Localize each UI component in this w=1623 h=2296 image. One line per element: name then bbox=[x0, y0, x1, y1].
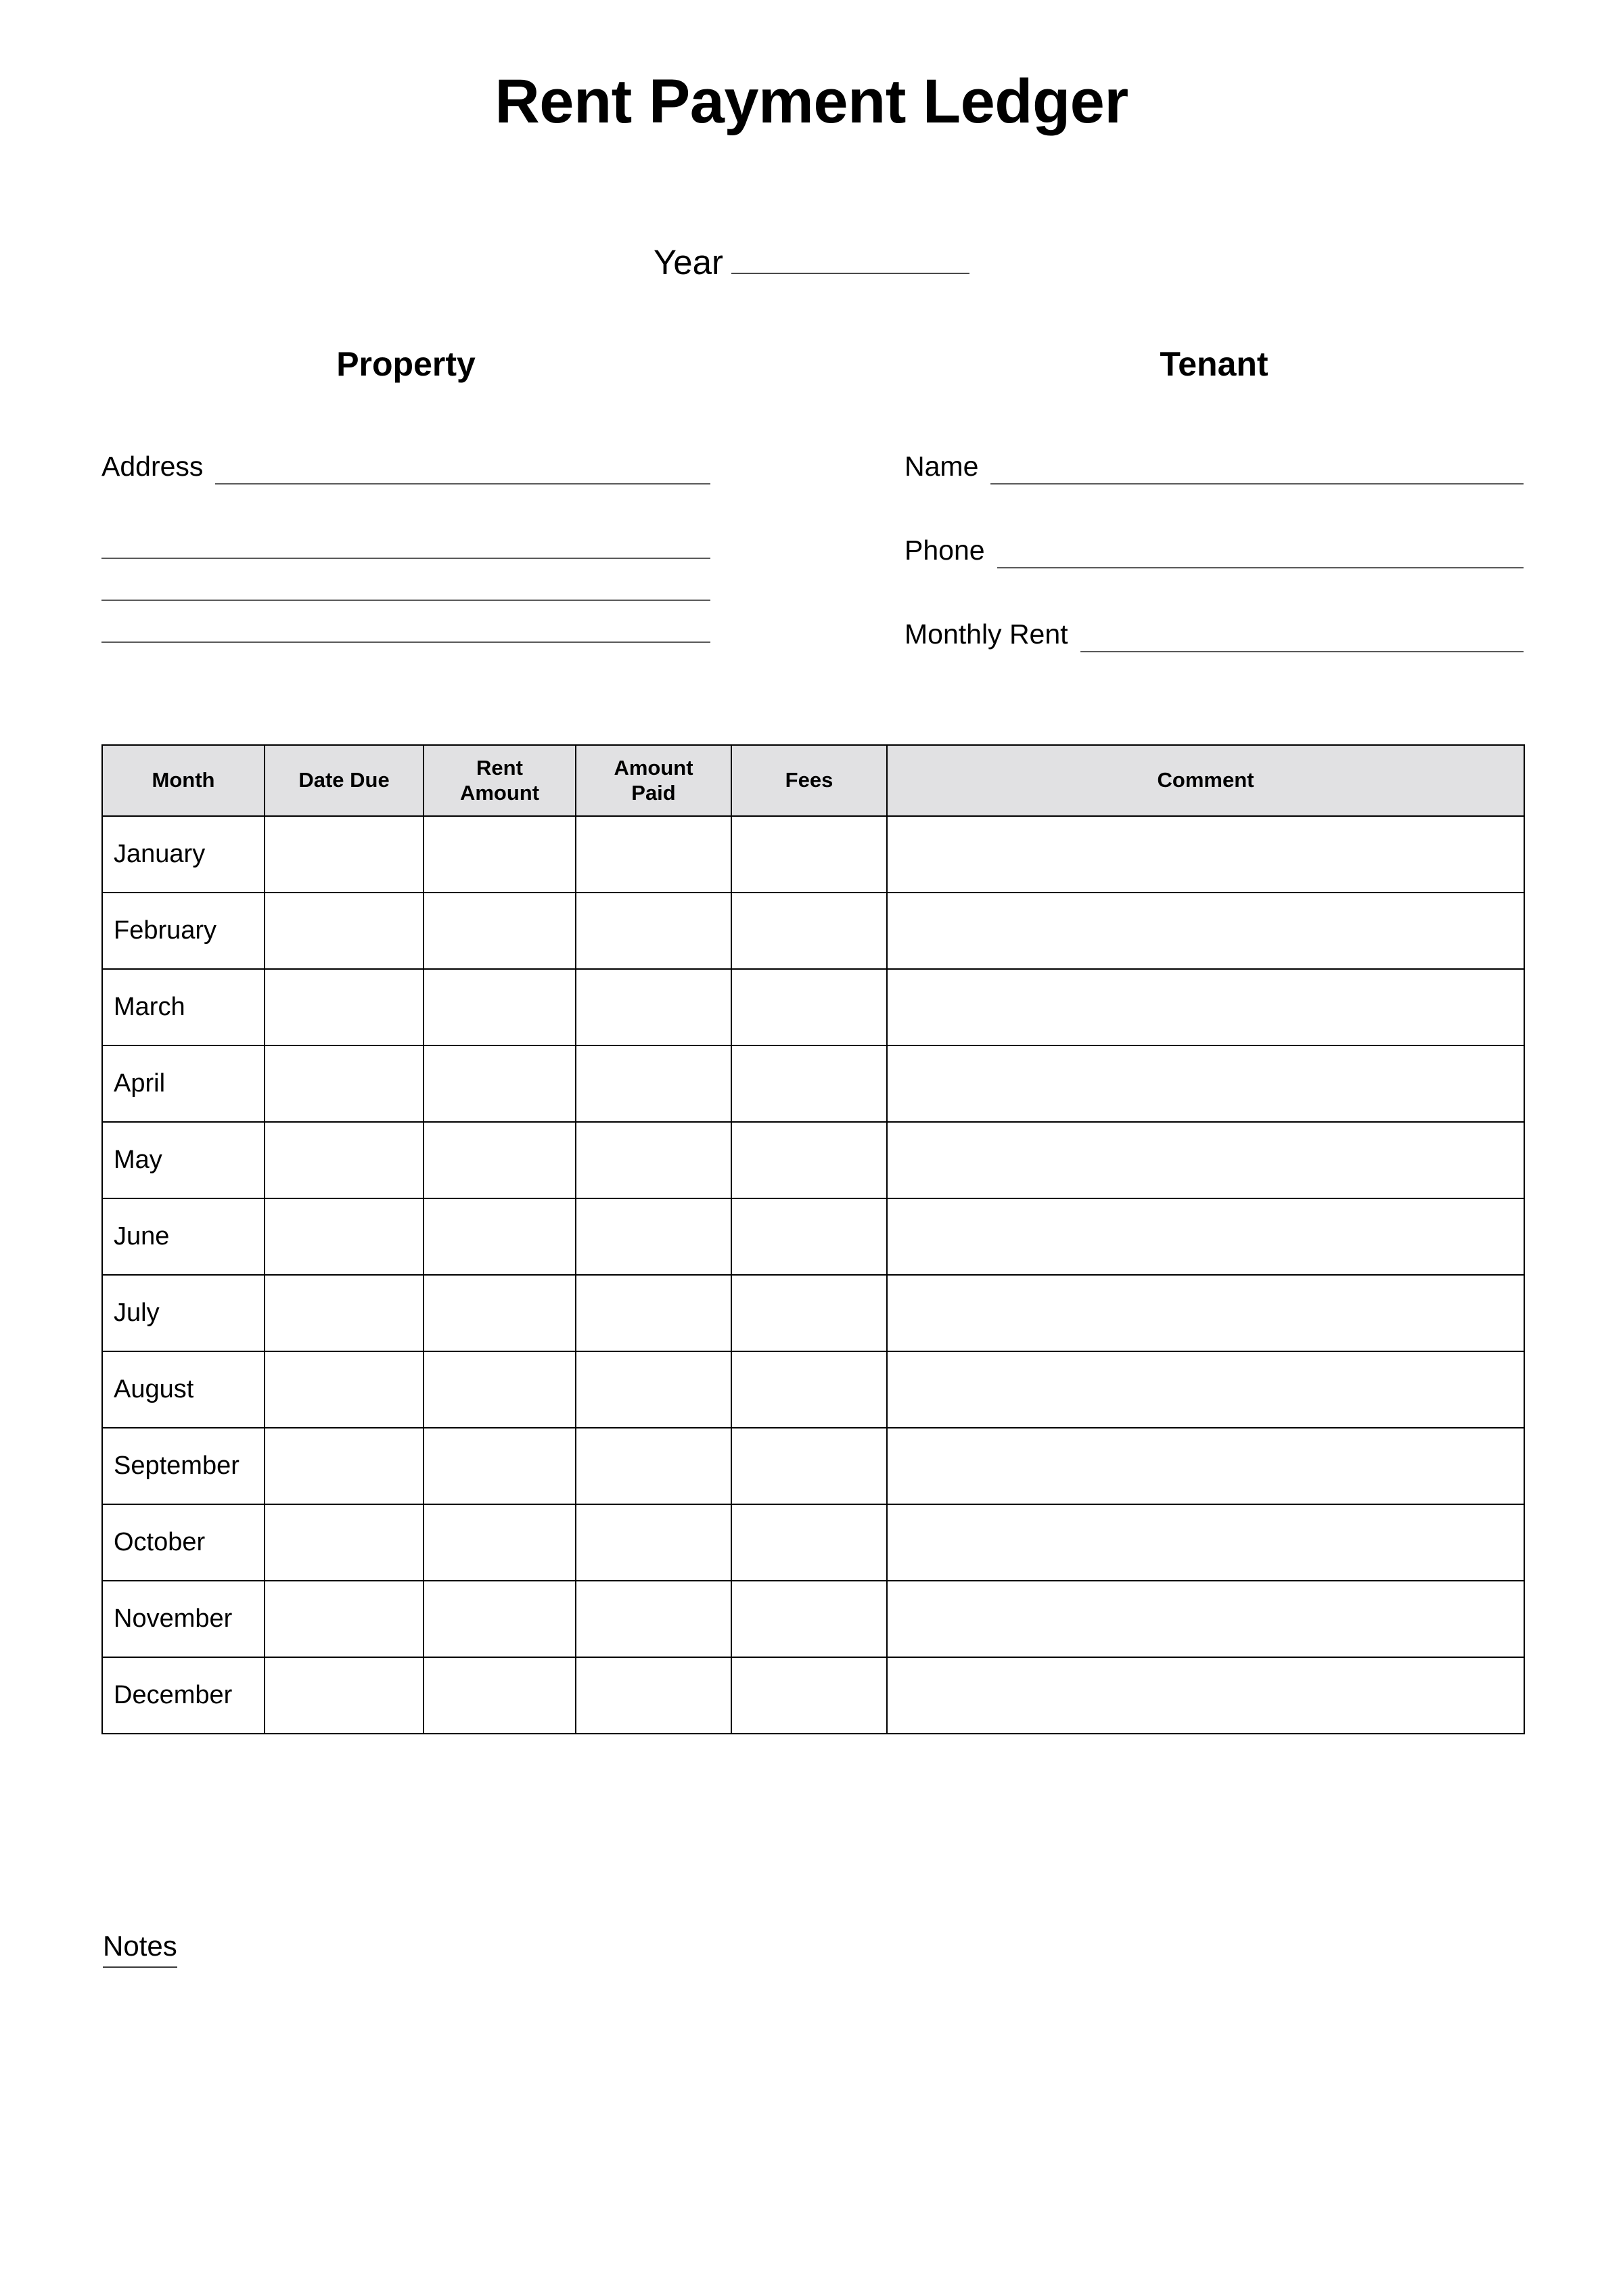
rent-amount-cell[interactable] bbox=[424, 969, 576, 1045]
comment-cell[interactable] bbox=[887, 1657, 1524, 1734]
date-due-cell[interactable] bbox=[265, 1198, 424, 1275]
column-header-rent-amount bbox=[424, 745, 576, 816]
comment-cell[interactable] bbox=[887, 1045, 1524, 1122]
fees-cell[interactable] bbox=[731, 1198, 887, 1275]
table-row bbox=[102, 1045, 1524, 1122]
date-due-cell[interactable] bbox=[265, 1122, 424, 1198]
fees-cell[interactable] bbox=[731, 893, 887, 969]
column-header-amount-paid bbox=[576, 745, 731, 816]
comment-cell[interactable] bbox=[887, 1581, 1524, 1657]
month-cell: January bbox=[102, 816, 265, 893]
column-header-rent-amount-line2: Amount bbox=[459, 780, 540, 805]
month-cell: April bbox=[102, 1045, 265, 1122]
comment-cell[interactable] bbox=[887, 893, 1524, 969]
fees-cell[interactable] bbox=[731, 1581, 887, 1657]
monthly-rent-label: Monthly Rent bbox=[905, 618, 1068, 650]
month-cell: October bbox=[102, 1504, 265, 1581]
date-due-cell[interactable] bbox=[265, 816, 424, 893]
column-header-comment: Comment bbox=[887, 745, 1524, 816]
phone-field-row bbox=[905, 517, 1524, 568]
amount-paid-cell[interactable] bbox=[576, 969, 731, 1045]
page-title: Rent Payment Ledger bbox=[495, 67, 1128, 136]
fees-cell[interactable] bbox=[731, 1657, 887, 1734]
comment-cell[interactable] bbox=[887, 1198, 1524, 1275]
address-input-line-3[interactable] bbox=[101, 570, 710, 601]
date-due-cell[interactable] bbox=[265, 1351, 424, 1428]
rent-amount-cell[interactable] bbox=[424, 1275, 576, 1351]
comment-cell[interactable] bbox=[887, 1351, 1524, 1428]
comment-cell[interactable] bbox=[887, 1275, 1524, 1351]
fees-cell[interactable] bbox=[731, 1351, 887, 1428]
fees-cell[interactable] bbox=[731, 1504, 887, 1581]
month-cell: June bbox=[102, 1198, 265, 1275]
month-cell: May bbox=[102, 1122, 265, 1198]
month-cell: December bbox=[102, 1657, 265, 1734]
date-due-cell[interactable] bbox=[265, 1045, 424, 1122]
amount-paid-cell[interactable] bbox=[576, 1045, 731, 1122]
amount-paid-cell[interactable] bbox=[576, 1351, 731, 1428]
rent-amount-cell[interactable] bbox=[424, 1045, 576, 1122]
rent-amount-cell[interactable] bbox=[424, 1198, 576, 1275]
tenant-fields bbox=[905, 433, 1524, 652]
rent-amount-cell[interactable] bbox=[424, 816, 576, 893]
table-row bbox=[102, 1504, 1524, 1581]
table-row bbox=[102, 1275, 1524, 1351]
address-input-line-2[interactable] bbox=[101, 528, 710, 559]
tenant-section-heading: Tenant bbox=[1160, 345, 1268, 383]
amount-paid-cell[interactable] bbox=[576, 1657, 731, 1734]
rent-amount-cell[interactable] bbox=[424, 1351, 576, 1428]
table-row bbox=[102, 1122, 1524, 1198]
rent-amount-cell[interactable] bbox=[424, 1657, 576, 1734]
month-cell: March bbox=[102, 969, 265, 1045]
column-header-month: Month bbox=[102, 745, 265, 816]
name-label: Name bbox=[905, 451, 979, 482]
amount-paid-cell[interactable] bbox=[576, 893, 731, 969]
address-field-row-4 bbox=[101, 601, 710, 643]
address-input-line-1[interactable] bbox=[215, 453, 710, 485]
rent-amount-cell[interactable] bbox=[424, 1581, 576, 1657]
amount-paid-cell[interactable] bbox=[576, 1275, 731, 1351]
column-header-fees: Fees bbox=[731, 745, 887, 816]
amount-paid-cell[interactable] bbox=[576, 1504, 731, 1581]
date-due-cell[interactable] bbox=[265, 1275, 424, 1351]
table-row bbox=[102, 816, 1524, 893]
year-label: Year bbox=[653, 243, 724, 282]
comment-cell[interactable] bbox=[887, 816, 1524, 893]
address-field-row bbox=[101, 433, 710, 485]
fees-cell[interactable] bbox=[731, 969, 887, 1045]
table-row bbox=[102, 893, 1524, 969]
rent-amount-cell[interactable] bbox=[424, 1504, 576, 1581]
name-input-line[interactable] bbox=[990, 453, 1524, 485]
amount-paid-cell[interactable] bbox=[576, 1581, 731, 1657]
year-input-line[interactable] bbox=[731, 240, 969, 274]
column-header-amount-paid-line1: Amount bbox=[614, 755, 693, 780]
table-row bbox=[102, 1581, 1524, 1657]
date-due-cell[interactable] bbox=[265, 969, 424, 1045]
year-field-row bbox=[0, 240, 1623, 282]
monthly-rent-field-row bbox=[905, 601, 1524, 652]
fees-cell[interactable] bbox=[731, 1428, 887, 1504]
table-body bbox=[102, 816, 1524, 1734]
amount-paid-cell[interactable] bbox=[576, 1198, 731, 1275]
date-due-cell[interactable] bbox=[265, 1428, 424, 1504]
address-field-row-2 bbox=[101, 517, 710, 559]
comment-cell[interactable] bbox=[887, 969, 1524, 1045]
rent-amount-cell[interactable] bbox=[424, 893, 576, 969]
name-field-row bbox=[905, 433, 1524, 485]
comment-cell[interactable] bbox=[887, 1428, 1524, 1504]
fees-cell[interactable] bbox=[731, 816, 887, 893]
column-header-date-due: Date Due bbox=[265, 745, 424, 816]
month-cell: February bbox=[102, 893, 265, 969]
property-fields bbox=[101, 433, 710, 643]
phone-input-line[interactable] bbox=[997, 537, 1524, 568]
month-cell: July bbox=[102, 1275, 265, 1351]
date-due-cell[interactable] bbox=[265, 1581, 424, 1657]
date-due-cell[interactable] bbox=[265, 1657, 424, 1734]
table-row bbox=[102, 1657, 1524, 1734]
phone-label: Phone bbox=[905, 535, 985, 566]
rent-amount-cell[interactable] bbox=[424, 1122, 576, 1198]
table-row bbox=[102, 1198, 1524, 1275]
table-row bbox=[102, 969, 1524, 1045]
monthly-rent-input-line[interactable] bbox=[1080, 621, 1524, 652]
table-row bbox=[102, 1351, 1524, 1428]
amount-paid-cell[interactable] bbox=[576, 1122, 731, 1198]
address-input-line-4[interactable] bbox=[101, 612, 710, 643]
column-header-amount-paid-line2: Paid bbox=[631, 780, 676, 805]
amount-paid-cell[interactable] bbox=[576, 816, 731, 893]
property-section-heading: Property bbox=[336, 345, 476, 383]
amount-paid-cell[interactable] bbox=[576, 1428, 731, 1504]
month-cell: November bbox=[102, 1581, 265, 1657]
column-header-rent-amount-line1: Rent bbox=[476, 755, 523, 780]
table-row bbox=[102, 1428, 1524, 1504]
fees-cell[interactable] bbox=[731, 1122, 887, 1198]
date-due-cell[interactable] bbox=[265, 893, 424, 969]
comment-cell[interactable] bbox=[887, 1122, 1524, 1198]
date-due-cell[interactable] bbox=[265, 1504, 424, 1581]
address-field-row-3 bbox=[101, 559, 710, 601]
month-cell: September bbox=[102, 1428, 265, 1504]
table-header-row bbox=[102, 745, 1524, 816]
address-label: Address bbox=[101, 451, 204, 482]
fees-cell[interactable] bbox=[731, 1275, 887, 1351]
rent-amount-cell[interactable] bbox=[424, 1428, 576, 1504]
fees-cell[interactable] bbox=[731, 1045, 887, 1122]
month-cell: August bbox=[102, 1351, 265, 1428]
rent-ledger-table bbox=[101, 744, 1525, 1734]
notes-label: Notes bbox=[103, 1932, 177, 1968]
comment-cell[interactable] bbox=[887, 1504, 1524, 1581]
